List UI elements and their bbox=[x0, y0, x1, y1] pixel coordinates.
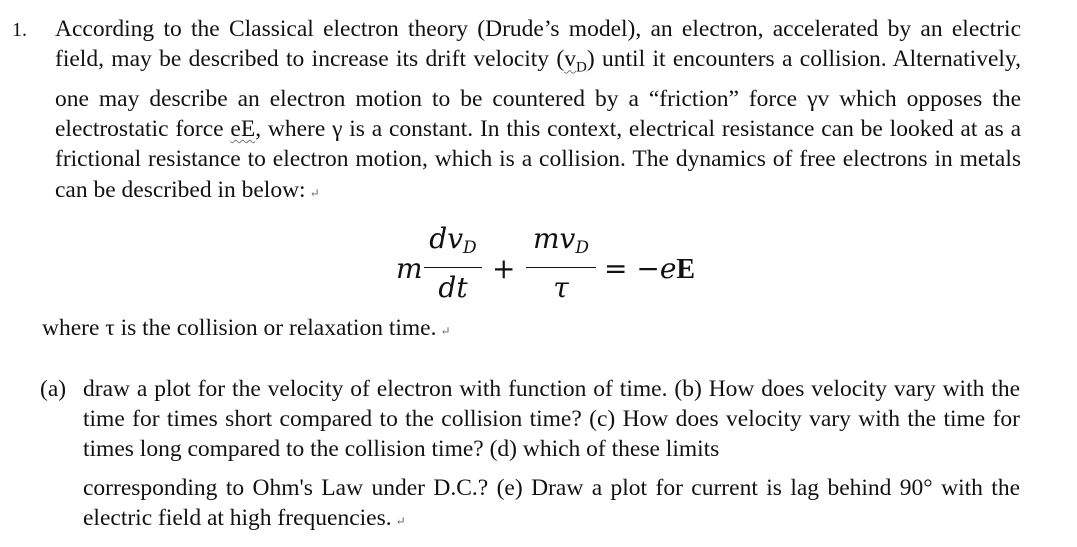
equation-fraction-mv-tau bbox=[526, 222, 596, 305]
equation-mass-coefficient: m bbox=[396, 252, 423, 285]
intro-text-1: According to the Classical electron theory (Drude’s model), an electron, accelerated by an electric field, may be described to increase its drift velocity ( bbox=[55, 16, 1021, 73]
questions-text bbox=[83, 374, 1020, 536]
where-definition: where τ is the collision or relaxation time. ↵ bbox=[42, 315, 451, 341]
paragraph-mark-icon: ↵ bbox=[395, 514, 406, 528]
fraction-2-denominator: τ bbox=[553, 271, 569, 305]
electric-field-vector: E bbox=[676, 254, 696, 285]
fraction-1-numerator: $dv_D$ bbox=[429, 222, 477, 258]
drift-velocity-symbol: $v_D$ bbox=[564, 46, 587, 77]
paragraph-mark-icon: ↵ bbox=[309, 185, 320, 200]
fraction-1-bar bbox=[424, 267, 482, 268]
intro-paragraph bbox=[55, 14, 1021, 208]
equation-fraction-dv-dt bbox=[424, 222, 482, 305]
equation-right-hand-side: = −eE bbox=[604, 252, 696, 285]
fraction-2-numerator: $mv_D$ bbox=[532, 222, 589, 258]
equation bbox=[396, 222, 716, 322]
fraction-1-denominator: dt bbox=[438, 271, 468, 305]
questions-text-part-2: corresponding to Ohm's Law under D.C.? (e) Draw a plot for current is lag behind 90° with the electric field at high frequencies. ↵ bbox=[83, 475, 1020, 531]
problem-number: 1. bbox=[12, 19, 27, 41]
question-label: (a) bbox=[40, 376, 67, 402]
questions-text-part-1: draw a plot for the velocity of electron with function of time. (b) How does velocity vary with the time for times short compared to the collision time? (c) How does velocity vary with the time for times long compared to the collision time? (d) which of these limits bbox=[83, 376, 1020, 462]
intro-text-2: ) until it encounters a collision. Alternatively, one may describe an electron motion to be countered by a “friction” force γv which opposes the electrostatic force bbox=[55, 46, 1022, 142]
intro-text-3: , where γ is a constant. In this context, electrical resistance can be looked at as a frictional resistance to electron motion, which is a collision. The dynamics of free electrons in metals can be described in below: bbox=[55, 115, 1021, 203]
electrostatic-force-symbol: eE bbox=[230, 115, 256, 142]
equation-plus-sign: + bbox=[492, 252, 516, 285]
fraction-2-bar bbox=[526, 267, 596, 268]
paragraph-mark-icon: ↵ bbox=[440, 324, 451, 338]
